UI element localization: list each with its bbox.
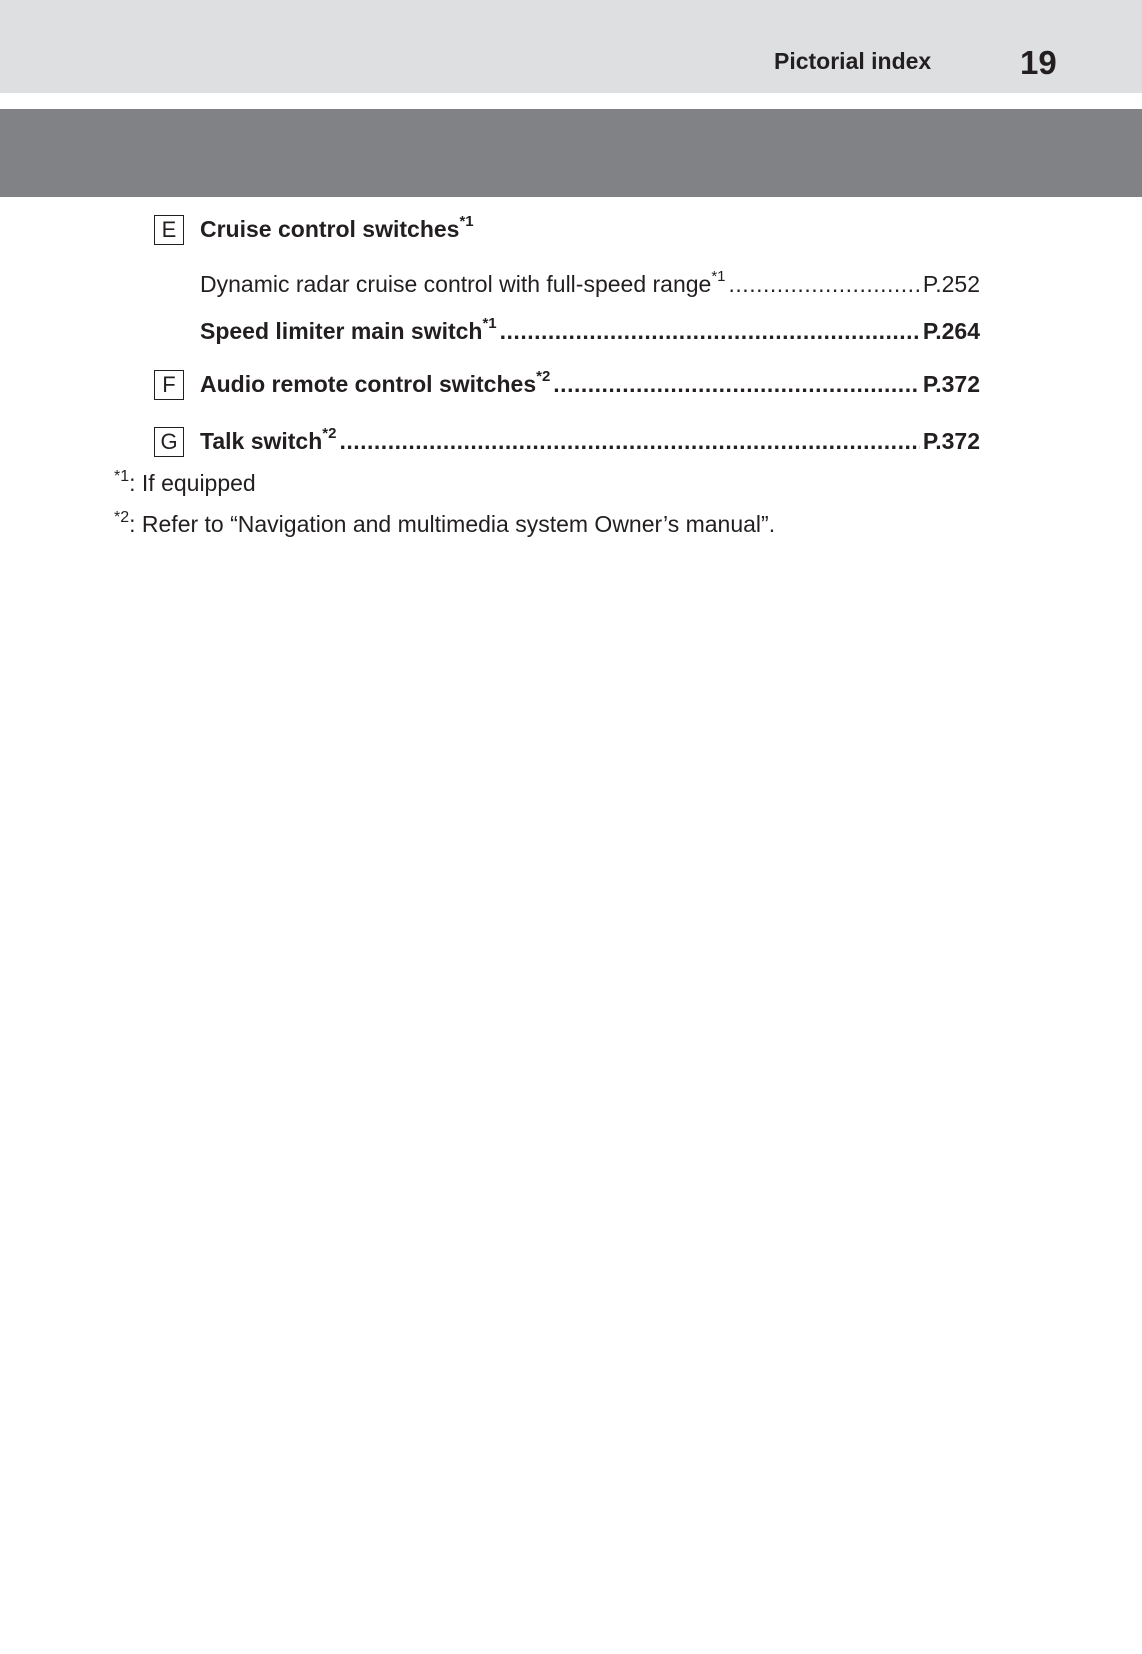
footnote-text: : Refer to “Navigation and multimedia system Owner’s manual”. [129,511,776,537]
footnote-mark: *1 [114,468,130,485]
section-title: Pictorial index [774,48,932,74]
footnote-1 [114,470,256,497]
footnote-ref: *2 [536,368,551,385]
entry-title: Cruise control switches$^{*1}$ [200,213,474,242]
page-number: 19 [1020,44,1057,81]
footnote-ref: *1 [711,268,726,285]
entry-letter-g: G [154,427,184,457]
entry-dynamic-radar-cruise-control[interactable] [200,264,980,298]
entry-label: Speed limiter main switch$^{*1}$ [200,315,497,344]
footnote-mark: *2 [114,509,130,526]
entry-audio-remote-control-switches[interactable] [200,364,980,398]
entry-title: Talk switch$^{*2}$ [200,425,337,454]
entry-letter-e: E [154,215,184,245]
entry-talk-switch[interactable] [200,421,980,455]
page-reference[interactable]: P.252 [922,271,980,297]
footnote-text: : If equipped [129,470,256,496]
section-banner [0,109,1142,197]
footnote-ref: *2 [322,425,337,442]
dot-leader [500,318,920,345]
dot-leader [729,271,920,298]
dot-leader [553,371,920,398]
entry-label: Dynamic radar cruise control with full-speed range$^{*1}$ [200,268,726,297]
entry-cruise-control-switches [200,209,980,243]
footnote-2 [114,511,775,538]
footnote-ref: *1 [459,213,474,230]
page-reference[interactable]: P.264 [922,318,980,344]
entry-title: Audio remote control switches$^{*2}$ [200,368,551,397]
page-reference[interactable]: P.372 [922,371,980,397]
footnote-ref: *1 [482,315,497,332]
dot-leader [339,428,919,455]
entry-speed-limiter-main-switch[interactable] [200,311,980,345]
page-reference[interactable]: P.372 [922,428,980,454]
header-band [0,0,1142,93]
entry-letter-f: F [154,370,184,400]
